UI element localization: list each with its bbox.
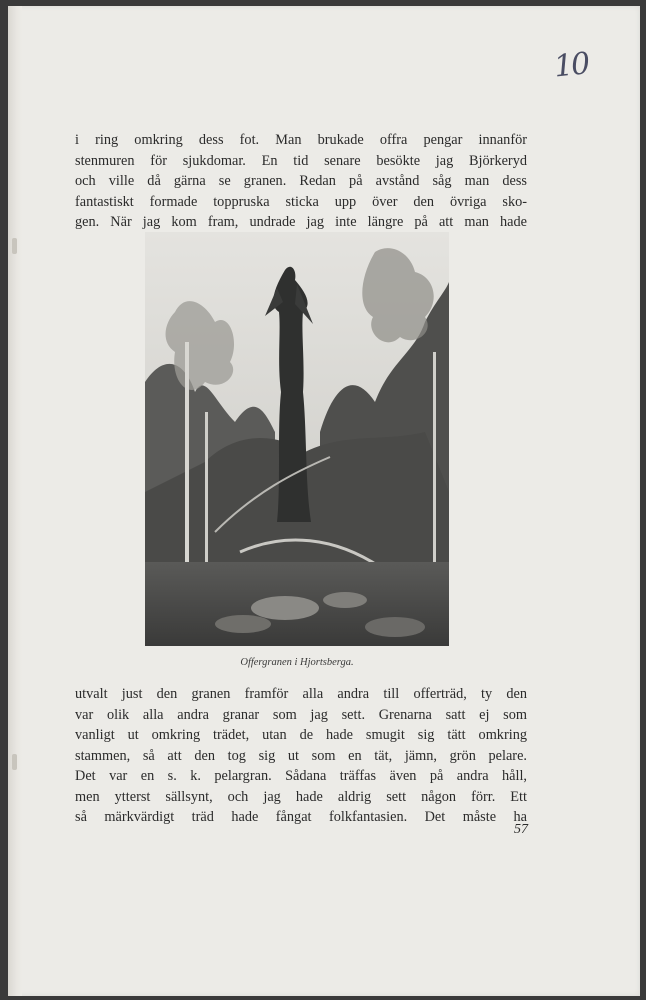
page-number: 57 [514, 822, 528, 837]
page-binding [8, 6, 22, 996]
text-line: vanligt ut omkring trädet, utan de hade smugit sig tätt omkring [75, 727, 527, 743]
text-line: så märkvärdigt träd hade fångat folkfantasien. Det måste ha [75, 809, 527, 825]
paragraph-bottom [75, 684, 527, 828]
paragraph-top [75, 130, 527, 233]
text-line: stenmuren för sjukdomar. En tid senare besökte jag Björkeryd [75, 152, 527, 169]
book-page [8, 6, 640, 996]
binding-staple [12, 754, 17, 770]
photo-caption: Offergranen i Hjortsberga. [240, 657, 354, 668]
text-line: Det var en s. k. pelargran. Sådana träffas även på andra håll, [75, 768, 527, 784]
text-line: i ring omkring dess fot. Man brukade offra pengar innanför [75, 132, 527, 148]
text-line: och ville då gärna se granen. Redan på avstånd såg man dess [75, 173, 527, 189]
text-line: gen. När jag kom fram, undrade jag inte längre på att man hade [75, 214, 527, 230]
text-line: fantastiskt formade toppruska sticka upp över den övriga sko- [75, 193, 527, 210]
text-line: utvalt just den granen framför alla andra till offerträd, ty den [75, 686, 527, 702]
text-line: var olik alla andra granar som jag sett. Grenarna satt ej som [75, 706, 527, 723]
binding-staple [12, 238, 17, 254]
spruce-tree-photo [145, 232, 449, 646]
text-line: men ytterst sällsynt, och jag hade aldrig sett någon förr. Ett [75, 788, 527, 805]
handwritten-page-note: 10 [552, 46, 591, 85]
text-line: stammen, så att den tog sig ut som en tät, jämn, grön pelare. [75, 747, 527, 764]
